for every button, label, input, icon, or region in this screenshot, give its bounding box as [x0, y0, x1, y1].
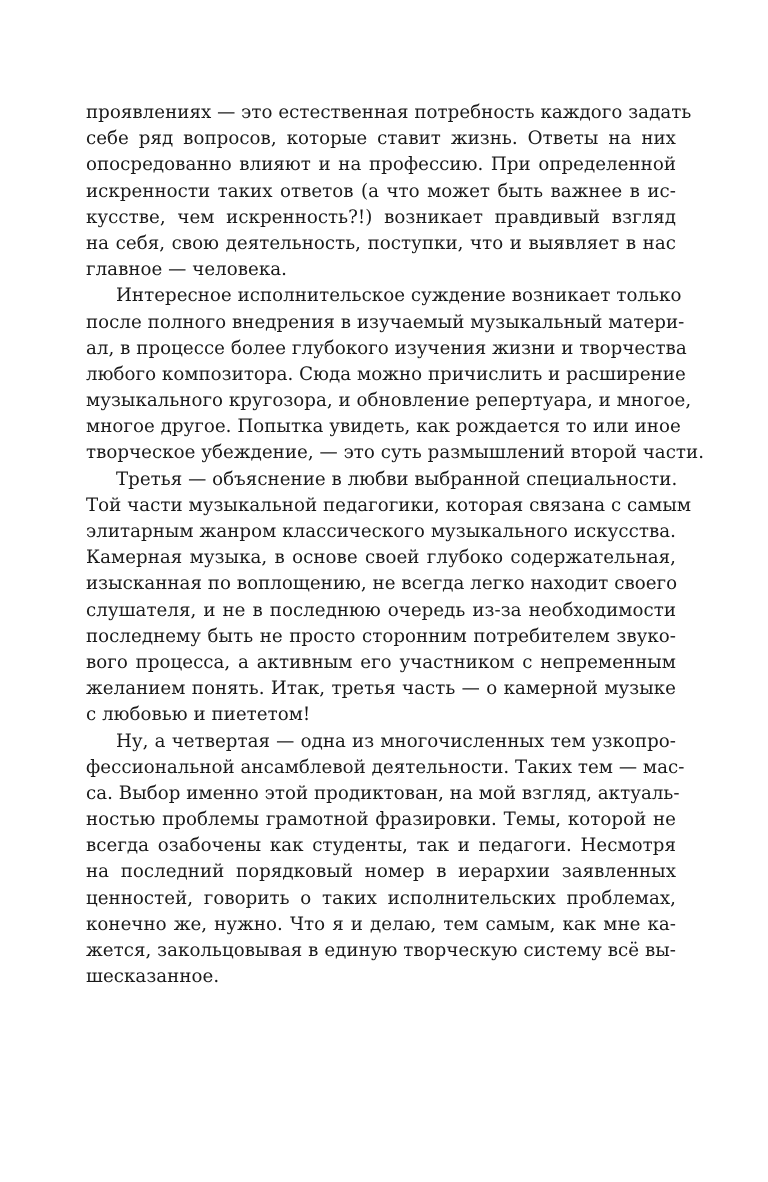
text-line: музыкального кругозора, и обновление репертуара, и многое, — [86, 390, 692, 412]
text-line: проявлениях — это естественная потребность каждого задать — [86, 102, 692, 123]
text-line: ностью проблемы грамотной фразировки. Темы, которой не — [86, 809, 676, 831]
text-line: Той части музыкальной педагогики, которая связана с самым — [86, 494, 692, 516]
text-line: жется, закольцовывая в единую творческую систему всё вы- — [86, 940, 676, 961]
text-line: фессиональной ансамблевой деятельности. Таких тем — мас- — [86, 756, 685, 778]
text-line: творческое убеждение, — это суть размышлений второй части. — [86, 442, 705, 464]
text-line: шесказанное. — [86, 966, 220, 988]
text-line: изысканная по воплощению, не всегда легко находит своего — [86, 573, 678, 595]
paragraph — [86, 100, 692, 283]
text-line: Ну, а четвертая — одна из многочисленных тем узкопро- — [116, 730, 676, 752]
text-line: ал, в процессе более глубокого изучения жизни и творчества — [86, 337, 687, 359]
text-line: любого композитора. Сюда можно причислить и расширение — [86, 363, 686, 385]
text-line: искренности таких ответов (а что может быть важнее в ис- — [86, 180, 676, 202]
text-line: после полного внедрения в изучаемый музыкальный матери- — [86, 311, 685, 333]
text-line: последнему быть не просто сторонним потребителем звуко- — [86, 625, 676, 647]
text-line: на последний порядковый номер в иерархии заявленных — [86, 861, 676, 883]
text-line: Интересное исполнительское суждение возникает только — [116, 285, 682, 307]
text-line: Камерная музыка, в основе своей глубоко содержательная, — [86, 547, 676, 569]
text-line: опосредованно влияют и на профессию. При определенной — [86, 154, 676, 176]
text-line: с любовью и пиететом! — [86, 704, 311, 726]
paragraph — [86, 729, 685, 991]
text-line: са. Выбор именно этой продиктован, на мой взгляд, актуаль- — [86, 782, 680, 804]
paragraph — [86, 467, 692, 729]
text-line: вого процесса, а активным его участником с непременным — [86, 651, 676, 673]
text-line: главное — человека. — [86, 259, 287, 281]
text-line: слушателя, и не в последнюю очередь из-за необходимости — [86, 599, 676, 621]
text-line: всегда озабочены как студенты, так и педагоги. Несмотря — [86, 835, 676, 857]
text-line: кусстве, чем искренность?!) возникает правдивый взгляд — [86, 206, 676, 228]
text-line: желанием понять. Итак, третья часть — о камерной музыке — [86, 678, 676, 700]
text-line: ценностей, говорить о таких исполнительских проблемах, — [86, 887, 676, 909]
text-line: себе ряд вопросов, которые ставит жизнь. Ответы на них — [86, 128, 676, 150]
text-line: на себя, свою деятельность, поступки, что и выявляет в нас — [86, 232, 676, 254]
text-line: Третья — объяснение в любви выбранной специальности. — [116, 468, 678, 490]
text-line: многое другое. Попытка увидеть, как рождается то или иное — [86, 416, 681, 438]
paragraph — [86, 283, 705, 466]
text-line: элитарным жанром классического музыкального искусства. — [86, 521, 676, 542]
body-text — [86, 100, 705, 990]
text-line: конечно же, нужно. Что я и делаю, тем самым, как мне ка- — [86, 913, 676, 935]
